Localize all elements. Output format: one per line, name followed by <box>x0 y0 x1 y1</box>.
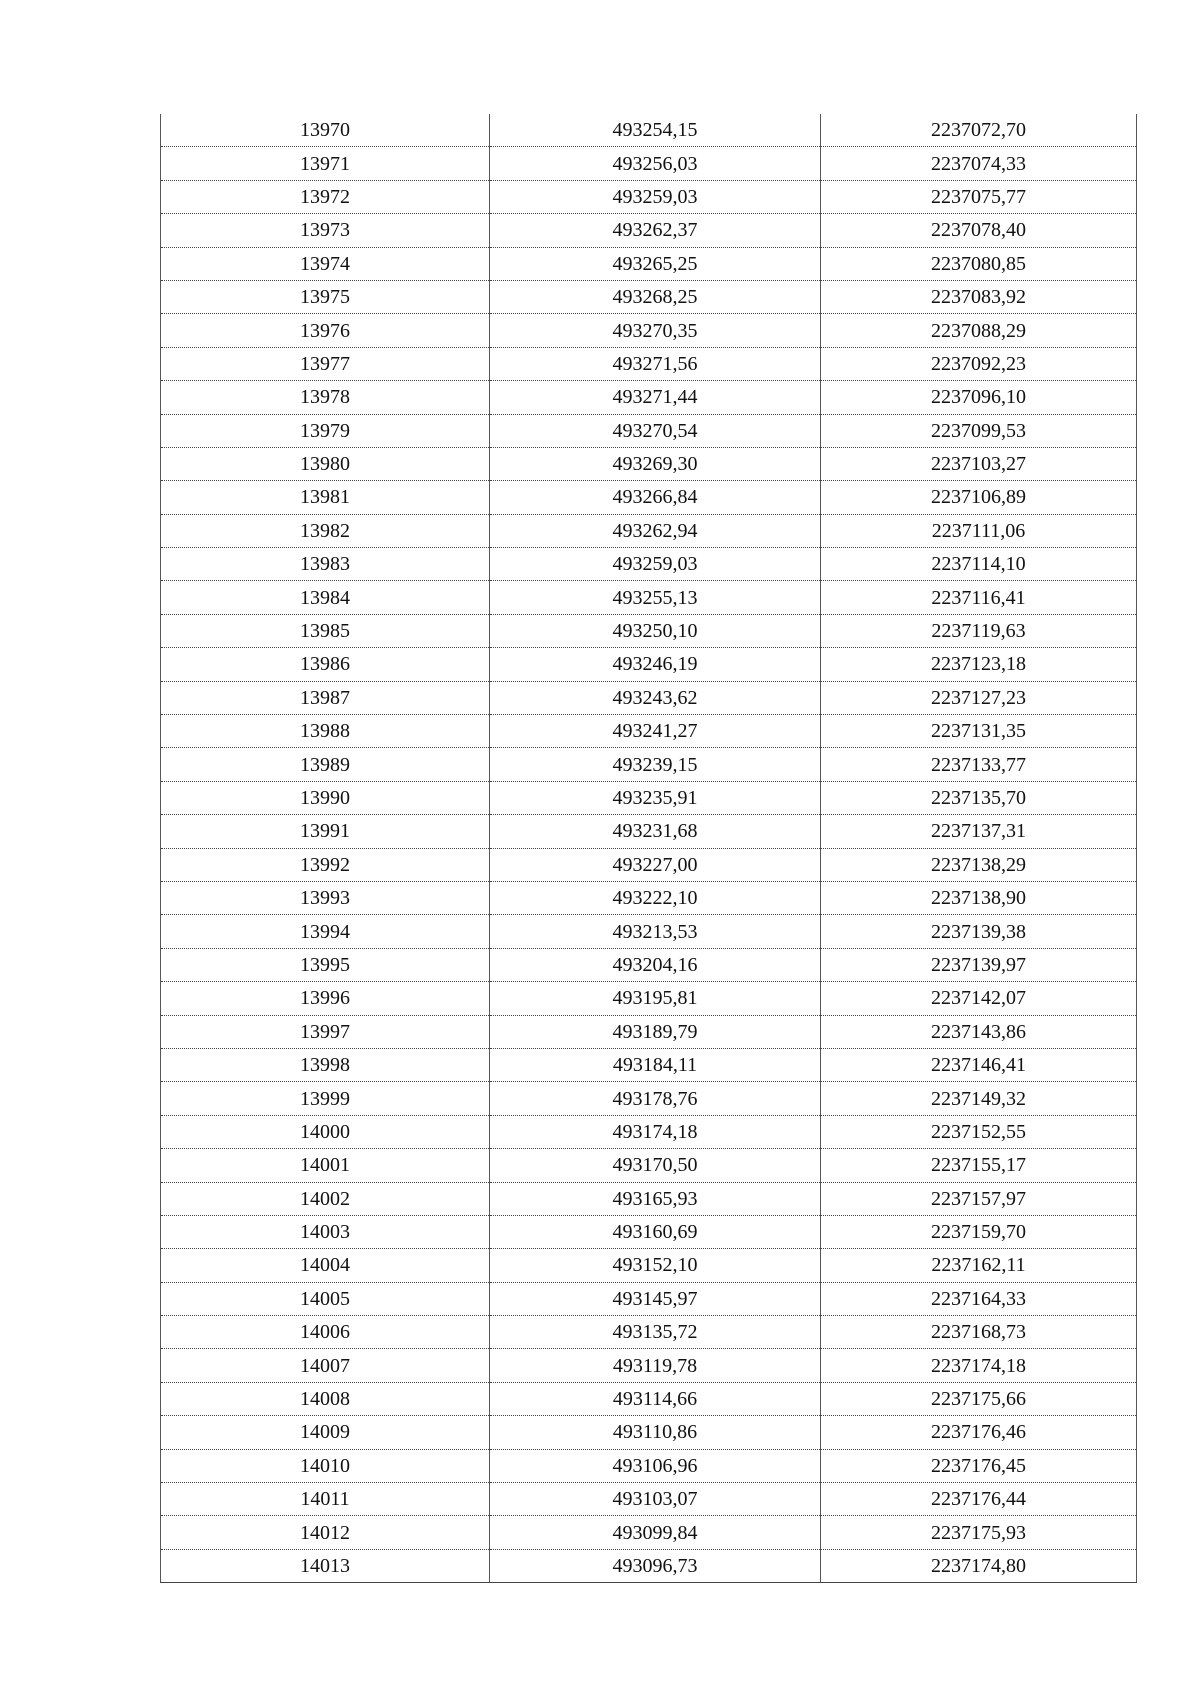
x-coordinate-cell: 493145,97 <box>490 1282 821 1315</box>
point-number-cell: 13987 <box>161 681 490 714</box>
y-coordinate-cell: 2237149,32 <box>821 1082 1137 1115</box>
x-coordinate-cell: 493255,13 <box>490 581 821 614</box>
x-coordinate-cell: 493259,03 <box>490 548 821 581</box>
table-row <box>161 381 1137 414</box>
point-number-cell: 13991 <box>161 815 490 848</box>
point-number-cell: 14011 <box>161 1483 490 1516</box>
y-coordinate-cell: 2237096,10 <box>821 381 1137 414</box>
table-row <box>161 1416 1137 1449</box>
coordinates-table <box>160 114 1137 1583</box>
x-coordinate-cell: 493259,03 <box>490 180 821 213</box>
table-row <box>161 982 1137 1015</box>
y-coordinate-cell: 2237174,18 <box>821 1349 1137 1382</box>
table-row <box>161 715 1137 748</box>
y-coordinate-cell: 2237106,89 <box>821 481 1137 514</box>
table-row <box>161 1382 1137 1415</box>
point-number-cell: 13984 <box>161 581 490 614</box>
y-coordinate-cell: 2237114,10 <box>821 548 1137 581</box>
y-coordinate-cell: 2237137,31 <box>821 815 1137 848</box>
x-coordinate-cell: 493231,68 <box>490 815 821 848</box>
table-row <box>161 414 1137 447</box>
table-row <box>161 1182 1137 1215</box>
point-number-cell: 13981 <box>161 481 490 514</box>
table-row <box>161 848 1137 881</box>
point-number-cell: 13974 <box>161 247 490 280</box>
table-row <box>161 748 1137 781</box>
y-coordinate-cell: 2237157,97 <box>821 1182 1137 1215</box>
point-number-cell: 14007 <box>161 1349 490 1382</box>
x-coordinate-cell: 493270,54 <box>490 414 821 447</box>
point-number-cell: 14010 <box>161 1449 490 1482</box>
y-coordinate-cell: 2237152,55 <box>821 1115 1137 1148</box>
point-number-cell: 13983 <box>161 548 490 581</box>
x-coordinate-cell: 493099,84 <box>490 1516 821 1549</box>
x-coordinate-cell: 493213,53 <box>490 915 821 948</box>
point-number-cell: 14003 <box>161 1215 490 1248</box>
point-number-cell: 13993 <box>161 881 490 914</box>
table-row <box>161 114 1137 147</box>
table-row <box>161 1349 1137 1382</box>
x-coordinate-cell: 493184,11 <box>490 1048 821 1081</box>
x-coordinate-cell: 493270,35 <box>490 314 821 347</box>
x-coordinate-cell: 493271,44 <box>490 381 821 414</box>
y-coordinate-cell: 2237155,17 <box>821 1149 1137 1182</box>
point-number-cell: 13998 <box>161 1048 490 1081</box>
x-coordinate-cell: 493227,00 <box>490 848 821 881</box>
table-row <box>161 648 1137 681</box>
point-number-cell: 13980 <box>161 447 490 480</box>
table-row <box>161 1516 1137 1549</box>
y-coordinate-cell: 2237092,23 <box>821 347 1137 380</box>
point-number-cell: 14013 <box>161 1549 490 1582</box>
point-number-cell: 13970 <box>161 114 490 147</box>
y-coordinate-cell: 2237139,38 <box>821 915 1137 948</box>
x-coordinate-cell: 493265,25 <box>490 247 821 280</box>
point-number-cell: 13978 <box>161 381 490 414</box>
table-row <box>161 1082 1137 1115</box>
table-row <box>161 614 1137 647</box>
x-coordinate-cell: 493256,03 <box>490 147 821 180</box>
y-coordinate-cell: 2237159,70 <box>821 1215 1137 1248</box>
y-coordinate-cell: 2237083,92 <box>821 280 1137 313</box>
x-coordinate-cell: 493160,69 <box>490 1215 821 1248</box>
table-row <box>161 514 1137 547</box>
x-coordinate-cell: 493246,19 <box>490 648 821 681</box>
y-coordinate-cell: 2237116,41 <box>821 581 1137 614</box>
point-number-cell: 13997 <box>161 1015 490 1048</box>
table-row <box>161 447 1137 480</box>
x-coordinate-cell: 493170,50 <box>490 1149 821 1182</box>
y-coordinate-cell: 2237175,66 <box>821 1382 1137 1415</box>
point-number-cell: 14000 <box>161 1115 490 1148</box>
x-coordinate-cell: 493222,10 <box>490 881 821 914</box>
y-coordinate-cell: 2237080,85 <box>821 247 1137 280</box>
point-number-cell: 13971 <box>161 147 490 180</box>
x-coordinate-cell: 493262,94 <box>490 514 821 547</box>
y-coordinate-cell: 2237119,63 <box>821 614 1137 647</box>
y-coordinate-cell: 2237078,40 <box>821 214 1137 247</box>
y-coordinate-cell: 2237127,23 <box>821 681 1137 714</box>
y-coordinate-cell: 2237103,27 <box>821 447 1137 480</box>
y-coordinate-cell: 2237072,70 <box>821 114 1137 147</box>
y-coordinate-cell: 2237131,35 <box>821 715 1137 748</box>
point-number-cell: 13985 <box>161 614 490 647</box>
y-coordinate-cell: 2237176,44 <box>821 1483 1137 1516</box>
point-number-cell: 14009 <box>161 1416 490 1449</box>
x-coordinate-cell: 493152,10 <box>490 1249 821 1282</box>
table-row <box>161 1249 1137 1282</box>
table-row <box>161 1015 1137 1048</box>
table-row <box>161 1048 1137 1081</box>
x-coordinate-cell: 493174,18 <box>490 1115 821 1148</box>
point-number-cell: 13976 <box>161 314 490 347</box>
point-number-cell: 14004 <box>161 1249 490 1282</box>
y-coordinate-cell: 2237138,29 <box>821 848 1137 881</box>
x-coordinate-cell: 493114,66 <box>490 1382 821 1415</box>
table-row <box>161 180 1137 213</box>
table-row <box>161 214 1137 247</box>
y-coordinate-cell: 2237088,29 <box>821 314 1137 347</box>
x-coordinate-cell: 493103,07 <box>490 1483 821 1516</box>
y-coordinate-cell: 2237135,70 <box>821 781 1137 814</box>
point-number-cell: 13972 <box>161 180 490 213</box>
y-coordinate-cell: 2237142,07 <box>821 982 1137 1015</box>
y-coordinate-cell: 2237075,77 <box>821 180 1137 213</box>
table-row <box>161 481 1137 514</box>
table-row <box>161 280 1137 313</box>
x-coordinate-cell: 493195,81 <box>490 982 821 1015</box>
y-coordinate-cell: 2237139,97 <box>821 948 1137 981</box>
y-coordinate-cell: 2237111,06 <box>821 514 1137 547</box>
point-number-cell: 13992 <box>161 848 490 881</box>
y-coordinate-cell: 2237133,77 <box>821 748 1137 781</box>
point-number-cell: 13975 <box>161 280 490 313</box>
point-number-cell: 14012 <box>161 1516 490 1549</box>
x-coordinate-cell: 493271,56 <box>490 347 821 380</box>
point-number-cell: 13994 <box>161 915 490 948</box>
point-number-cell: 13977 <box>161 347 490 380</box>
table-row <box>161 147 1137 180</box>
coordinates-table-body <box>161 114 1137 1583</box>
table-row <box>161 1282 1137 1315</box>
table-row <box>161 781 1137 814</box>
table-row <box>161 881 1137 914</box>
x-coordinate-cell: 493262,37 <box>490 214 821 247</box>
x-coordinate-cell: 493106,96 <box>490 1449 821 1482</box>
table-row <box>161 1115 1137 1148</box>
table-row <box>161 1449 1137 1482</box>
y-coordinate-cell: 2237176,46 <box>821 1416 1137 1449</box>
point-number-cell: 13973 <box>161 214 490 247</box>
table-row <box>161 948 1137 981</box>
table-row <box>161 347 1137 380</box>
table-row <box>161 1316 1137 1349</box>
x-coordinate-cell: 493250,10 <box>490 614 821 647</box>
x-coordinate-cell: 493239,15 <box>490 748 821 781</box>
point-number-cell: 13982 <box>161 514 490 547</box>
x-coordinate-cell: 493165,93 <box>490 1182 821 1215</box>
y-coordinate-cell: 2237074,33 <box>821 147 1137 180</box>
y-coordinate-cell: 2237175,93 <box>821 1516 1137 1549</box>
y-coordinate-cell: 2237162,11 <box>821 1249 1137 1282</box>
point-number-cell: 13999 <box>161 1082 490 1115</box>
x-coordinate-cell: 493096,73 <box>490 1549 821 1582</box>
point-number-cell: 14006 <box>161 1316 490 1349</box>
y-coordinate-cell: 2237099,53 <box>821 414 1137 447</box>
point-number-cell: 13988 <box>161 715 490 748</box>
table-row <box>161 915 1137 948</box>
table-row <box>161 247 1137 280</box>
table-row <box>161 1149 1137 1182</box>
x-coordinate-cell: 493241,27 <box>490 715 821 748</box>
x-coordinate-cell: 493268,25 <box>490 280 821 313</box>
table-row <box>161 548 1137 581</box>
y-coordinate-cell: 2237174,80 <box>821 1549 1137 1582</box>
point-number-cell: 13989 <box>161 748 490 781</box>
y-coordinate-cell: 2237164,33 <box>821 1282 1137 1315</box>
x-coordinate-cell: 493269,30 <box>490 447 821 480</box>
table-row <box>161 314 1137 347</box>
point-number-cell: 13996 <box>161 982 490 1015</box>
x-coordinate-cell: 493266,84 <box>490 481 821 514</box>
y-coordinate-cell: 2237168,73 <box>821 1316 1137 1349</box>
table-row <box>161 1215 1137 1248</box>
x-coordinate-cell: 493243,62 <box>490 681 821 714</box>
point-number-cell: 14001 <box>161 1149 490 1182</box>
x-coordinate-cell: 493189,79 <box>490 1015 821 1048</box>
point-number-cell: 13979 <box>161 414 490 447</box>
point-number-cell: 14005 <box>161 1282 490 1315</box>
table-row <box>161 1483 1137 1516</box>
point-number-cell: 13990 <box>161 781 490 814</box>
table-row <box>161 581 1137 614</box>
x-coordinate-cell: 493135,72 <box>490 1316 821 1349</box>
x-coordinate-cell: 493119,78 <box>490 1349 821 1382</box>
y-coordinate-cell: 2237143,86 <box>821 1015 1137 1048</box>
point-number-cell: 13995 <box>161 948 490 981</box>
y-coordinate-cell: 2237123,18 <box>821 648 1137 681</box>
point-number-cell: 13986 <box>161 648 490 681</box>
y-coordinate-cell: 2237146,41 <box>821 1048 1137 1081</box>
x-coordinate-cell: 493254,15 <box>490 114 821 147</box>
x-coordinate-cell: 493235,91 <box>490 781 821 814</box>
table-row <box>161 681 1137 714</box>
table-row <box>161 815 1137 848</box>
x-coordinate-cell: 493178,76 <box>490 1082 821 1115</box>
y-coordinate-cell: 2237138,90 <box>821 881 1137 914</box>
x-coordinate-cell: 493204,16 <box>490 948 821 981</box>
x-coordinate-cell: 493110,86 <box>490 1416 821 1449</box>
table-row <box>161 1549 1137 1582</box>
point-number-cell: 14002 <box>161 1182 490 1215</box>
y-coordinate-cell: 2237176,45 <box>821 1449 1137 1482</box>
point-number-cell: 14008 <box>161 1382 490 1415</box>
